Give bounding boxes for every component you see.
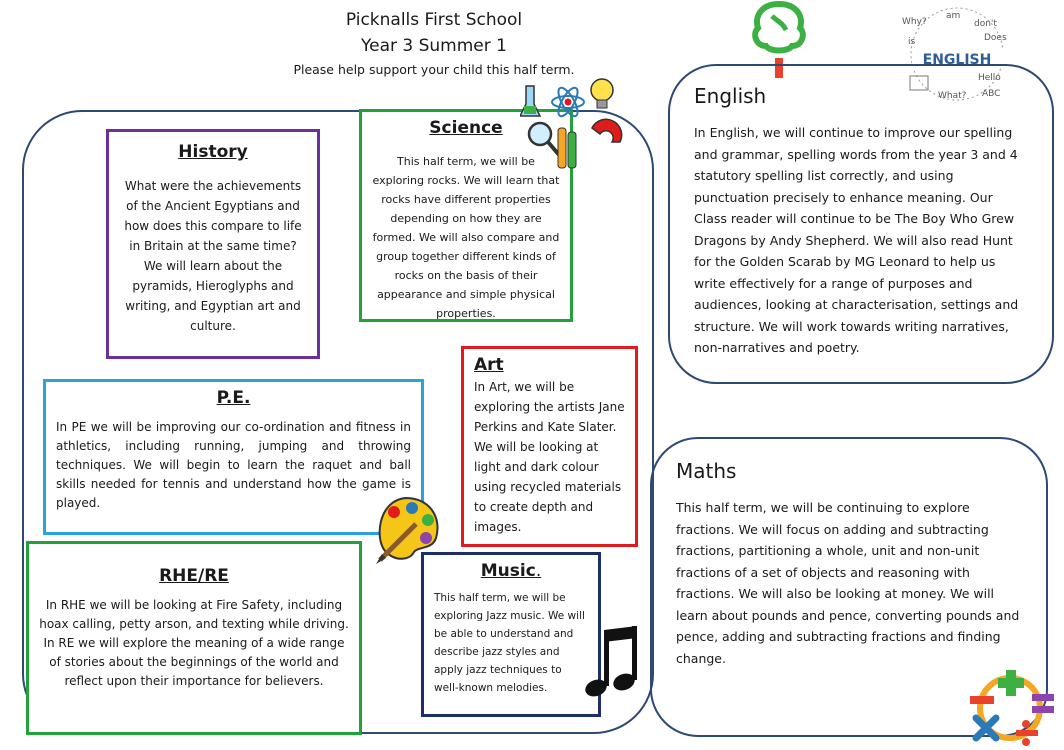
rhe-box <box>26 541 362 735</box>
history-box <box>106 129 320 359</box>
school-name: Picknalls First School <box>345 10 523 30</box>
history-text: What were the achievements of the Ancient Egyptians and how does this compare to life in Britain at the same time? We will learn about the pyramids, Hieroglyphs and writing, and Egyptian art and culture. <box>124 179 302 333</box>
history-title: History <box>178 142 248 162</box>
svg-text:am: am <box>946 11 961 21</box>
music-text: This half term, we will be exploring Jazz music. We will be able to understand and describe jazz styles and apply jazz techniques to well-known melodies. <box>434 592 585 694</box>
svg-text:Does: Does <box>984 33 1007 43</box>
svg-text:don't: don't <box>974 19 997 29</box>
svg-text:Hello: Hello <box>978 73 1001 83</box>
svg-text:What?: What? <box>938 91 967 101</box>
science-title: Science <box>429 118 503 138</box>
svg-text:ENGLISH: ENGLISH <box>922 52 992 68</box>
english-panel <box>668 64 1054 384</box>
maths-symbols-icon <box>966 666 1058 748</box>
svg-text:ABC: ABC <box>982 89 1001 99</box>
music-title-period: . <box>535 561 542 581</box>
pe-text: In PE we will be improving our co-ordination and fitness in athletics, including running, jumping and throwing techniques. We will begin to learn the raquet and ball skills needed for tennis and understand how the game is played. <box>56 420 411 510</box>
svg-text:Why?: Why? <box>902 17 927 27</box>
subtitle: Please help support your child this half term. <box>293 62 575 77</box>
rhe-text: In RHE we will be looking at Fire Safety, including hoax calling, petty arson, and texting while driving. In RE we will explore the meaning of a wide range of stories about the beginnings of the world and reflect upon their importance for believers. <box>39 598 349 688</box>
rhe-title: RHE/RE <box>159 566 229 586</box>
maths-text: This half term, we will be continuing to explore fractions. We will focus on adding and subtracting fractions, partitioning a whole, unit and non-unit fractions of a set of objects and reasoning with fractions. We will also be looking at money. We will learn about pounds and pence, converting pounds and pence, adding and subtracting fractions and finding change. <box>676 500 1020 666</box>
art-title: Art <box>474 355 504 375</box>
science-text: This half term, we will be exploring rocks. We will learn that rocks have different properties depending on how they are formed. We will also compare and group together different kinds of rocks on the basis of their appearance and simple physical properties. <box>372 155 560 320</box>
maths-title: Maths <box>676 459 737 483</box>
music-note-icon <box>584 626 648 702</box>
music-box <box>421 552 601 717</box>
art-text: In Art, we will be exploring the artists Jane Perkins and Kate Slater. We will be looking at light and dark colour using recycled materials to create depth and images. <box>474 380 625 534</box>
svg-text:is: is <box>908 37 916 47</box>
music-title: Music <box>480 561 536 581</box>
science-icon <box>520 72 624 180</box>
pe-box <box>43 379 424 535</box>
english-title: English <box>694 84 767 108</box>
term-title: Year 3 Summer 1 <box>361 36 507 56</box>
pe-title: P.E. <box>216 388 251 408</box>
art-box <box>461 346 638 547</box>
music-heading <box>434 561 588 581</box>
english-text: In English, we will continue to improve our spelling and grammar, spelling words from the year 3 and 4 statutory spelling list correctly, and using punctuation precisely to enhance meaning. Our Class reader will continue to be The Boy Who Grew Dragons by Andy Shepherd. We will also read Hunt for the Golden Scarab by MG Leonard to help us write effectively for a range of purposes and audiences, looking at characterisation, settings and structure. We will work towards writing narratives, non-narratives and poetry. <box>694 125 1019 355</box>
